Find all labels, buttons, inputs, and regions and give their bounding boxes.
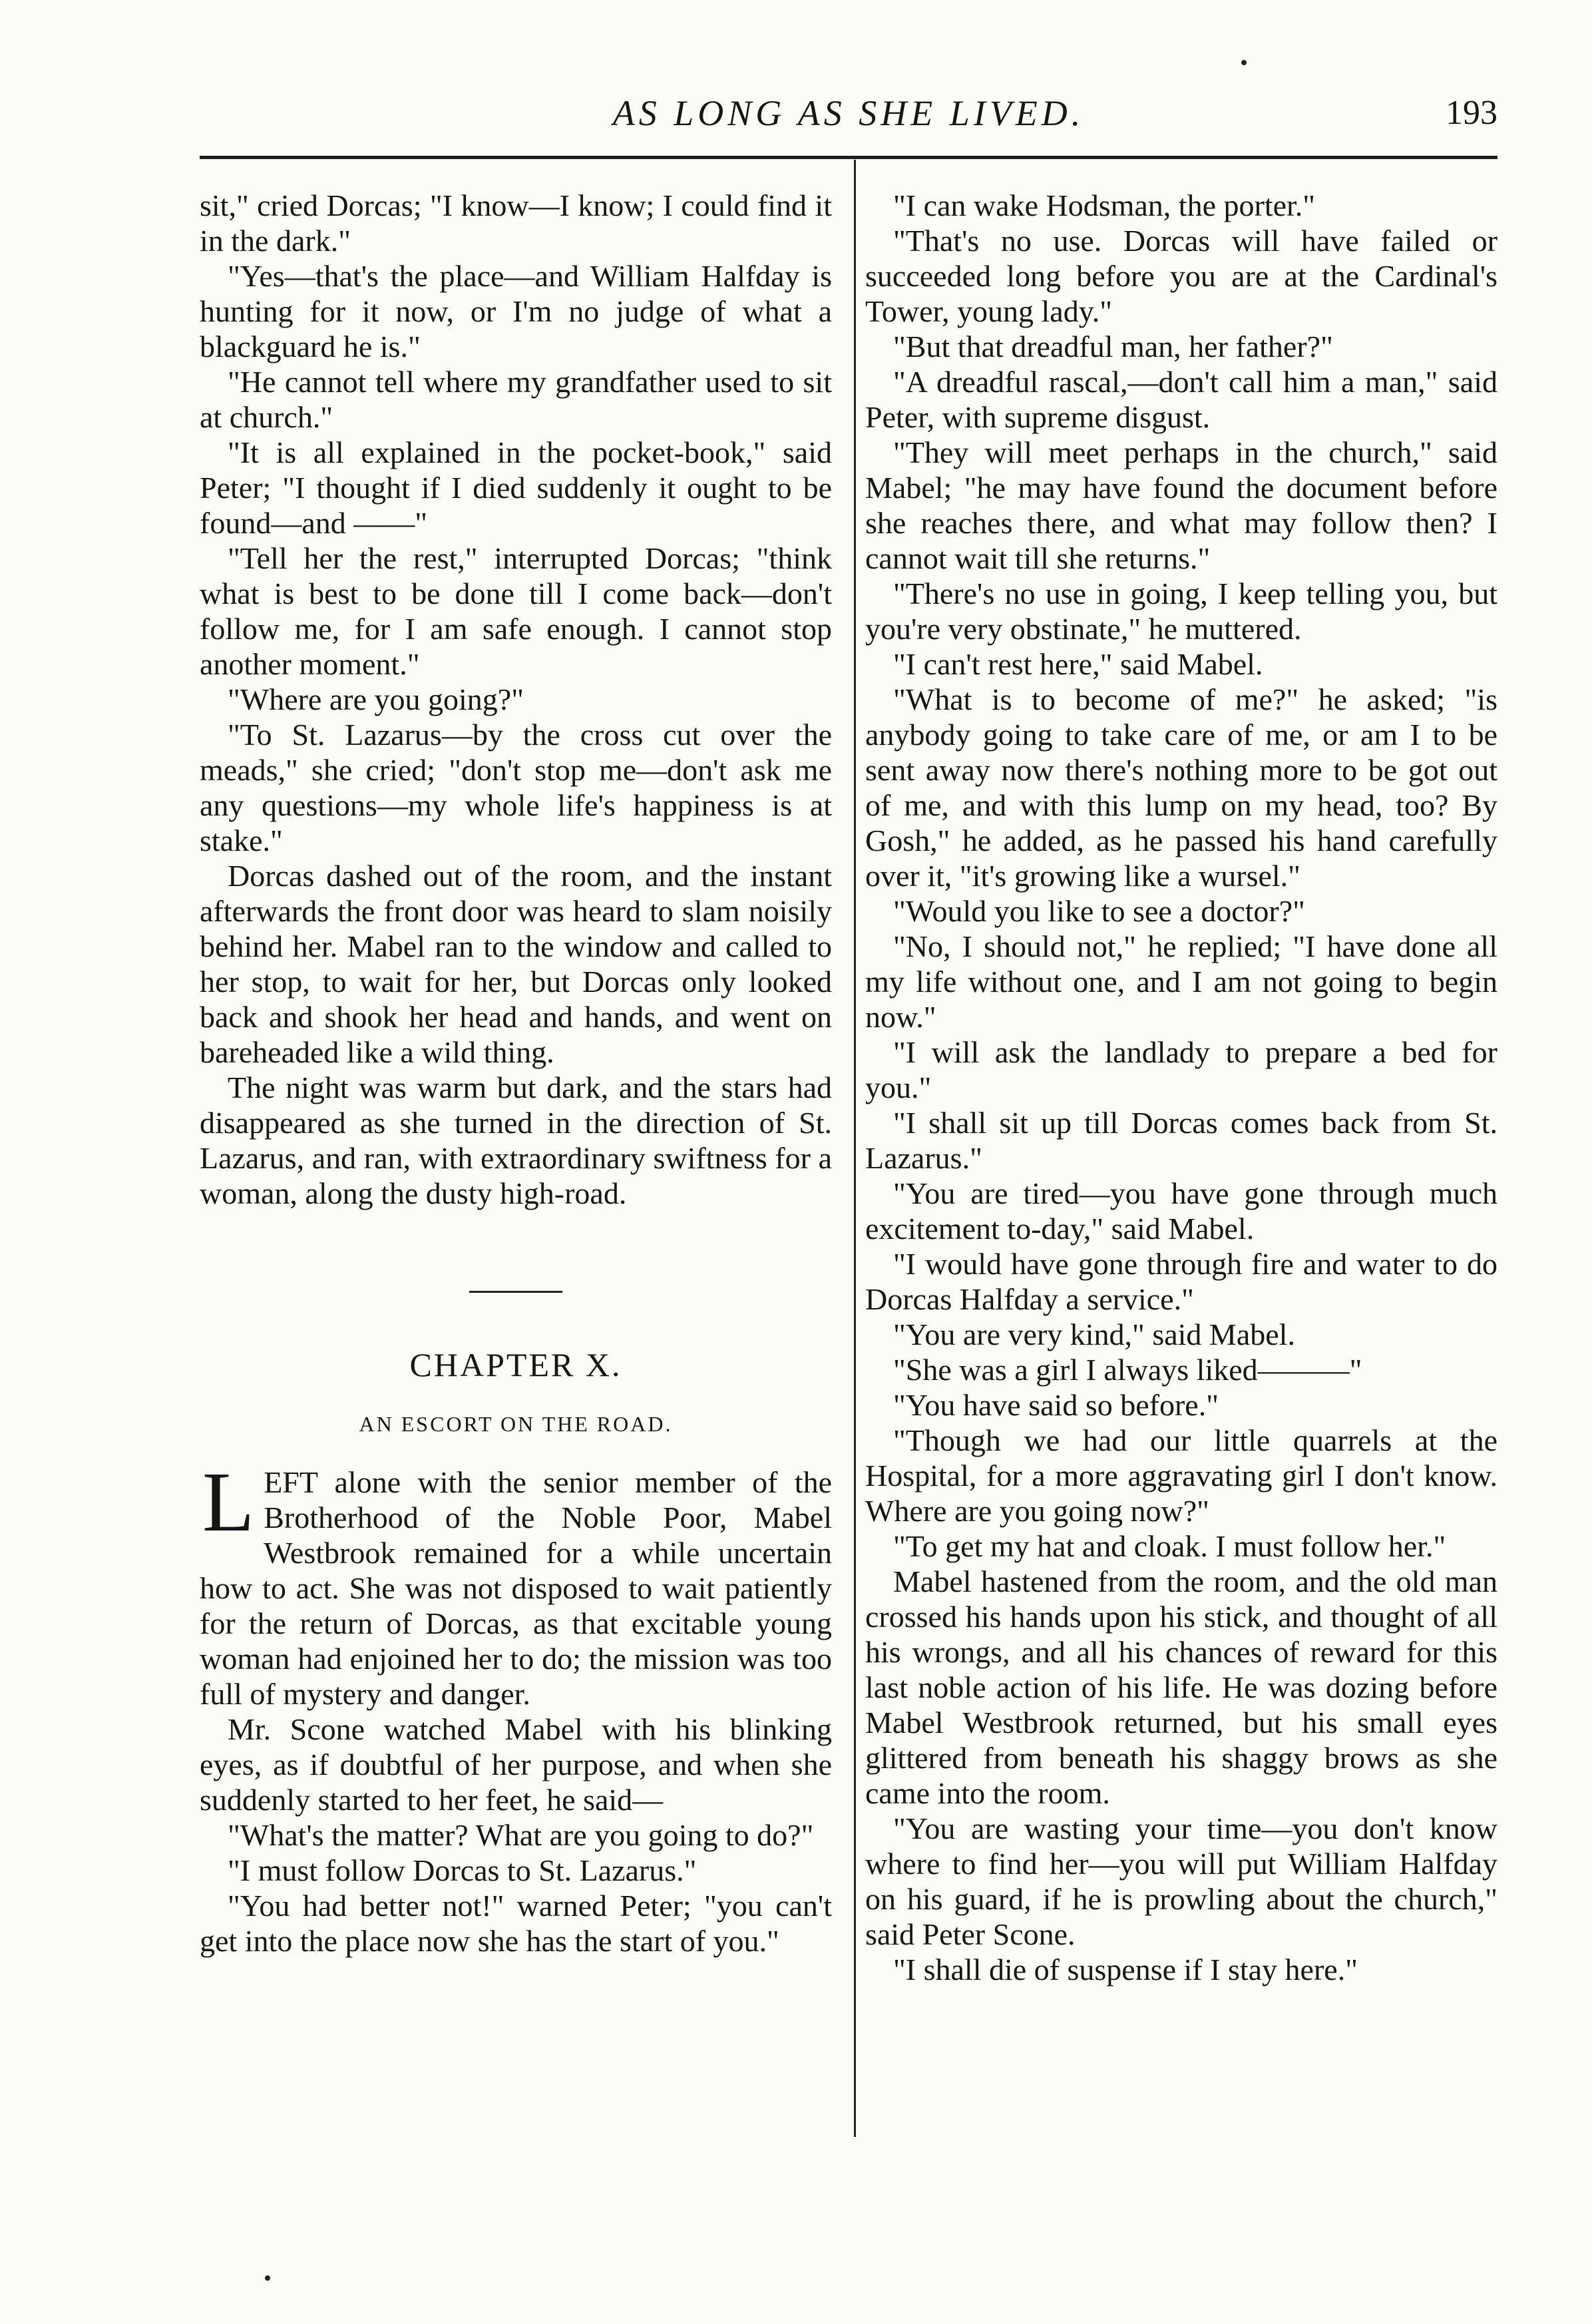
paragraph: "You have said so before." xyxy=(893,1388,1219,1422)
paragraph: "I must follow Dorcas to St. Lazarus." xyxy=(228,1853,697,1887)
paragraph: "There's no use in going, I keep telling you, but you're very obstinate," he muttered. xyxy=(865,577,1497,646)
paragraph: "But that dreadful man, her father?" xyxy=(893,330,1333,363)
paragraph: The night was warm but dark, and the stars had disappeared as she turned in the direction of St. Lazarus, and ran, with extraordinary swiftness for a woman, along the dusty high-road. xyxy=(200,1070,832,1210)
paragraph: Mabel hastened from the room, and the old man crossed his hands upon his stick, and thought of all his wrongs, and all his chances of reward for this last noble action of his life. He was dozing before Mabel Westbrook returned, but his small eyes glittered from beneath his shaggy brows as she came into the room. xyxy=(865,1564,1497,1810)
paragraph: "A dreadful rascal,—don't call him a man," said Peter, with supreme disgust. xyxy=(865,365,1497,434)
paragraph: "Where are you going?" xyxy=(228,682,524,716)
drop-cap: L xyxy=(202,1455,255,1549)
ink-speck xyxy=(1241,60,1247,65)
paragraph: "It is all explained in the pocket-book," said Peter; "I thought if I died suddenly it ought to be found—and ——" xyxy=(200,435,832,540)
paragraph: "What is to become of me?" he asked; "is anybody going to take care of me, or am I to be sent away now there's nothing more to be got out of me, and with this lump on my head, too? By Gosh," he added, as he passed his hand carefully over it, "it's growing like a wursel." xyxy=(865,682,1497,893)
paragraph: "Tell her the rest," interrupted Dorcas; "think what is best to be done till I come back—don't follow me, for I am safe enough. I cannot stop another moment." xyxy=(200,541,832,681)
paragraph: "What's the matter? What are you going to do?" xyxy=(228,1818,814,1852)
paragraph: "To St. Lazarus—by the cross cut over the meads," she cried; "don't stop me—don't ask me any questions—my whole life's happiness is at stake." xyxy=(200,718,832,857)
chapter-title: CHAPTER X. xyxy=(409,1346,622,1383)
paragraph: "I shall sit up till Dorcas comes back from St. Lazarus." xyxy=(865,1106,1497,1175)
paragraph: "That's no use. Dorcas will have failed or succeeded long before you are at the Cardinal's Tower, young lady." xyxy=(865,224,1497,328)
right-column xyxy=(865,188,1497,1987)
page-number: 193 xyxy=(1446,94,1497,132)
chapter-separator-rule xyxy=(469,1291,562,1293)
chapter-subtitle: AN ESCORT ON THE ROAD. xyxy=(359,1412,673,1436)
ink-speck xyxy=(265,2275,270,2281)
opening-paragraph xyxy=(200,1455,832,1712)
paragraph: "I can't rest here," said Mabel. xyxy=(893,647,1263,681)
paragraph: "She was a girl I always liked———" xyxy=(893,1353,1362,1387)
paragraph: sit," cried Dorcas; "I know—I know; I could find it in the dark." xyxy=(200,188,832,258)
paragraph: "They will meet perhaps in the church," said Mabel; "he may have found the document before she reaches there, and what may follow then? I cannot wait till she returns." xyxy=(865,435,1497,575)
paragraph: "You are very kind," said Mabel. xyxy=(893,1317,1295,1351)
header-rule xyxy=(200,156,1497,159)
paragraph: "Yes—that's the place—and William Halfday is hunting for it now, or I'm no judge of what a blackguard he is." xyxy=(200,259,832,363)
paragraph: "I would have gone through fire and water to do Dorcas Halfday a service." xyxy=(865,1247,1497,1316)
opening-paragraph-text: EFT alone with the senior member of the Brotherhood of the Noble Poor, Mabel Westbrook remained for a while uncertain how to act. She was not disposed to wait patiently for the return of Dorcas, as that excitable young woman had enjoined her to do; the mission was too full of mystery and danger. xyxy=(200,1465,832,1711)
running-title: AS LONG AS SHE LIVED. xyxy=(612,93,1085,133)
running-header xyxy=(200,87,1497,140)
left-column xyxy=(200,188,832,1959)
column-divider xyxy=(854,160,856,2137)
paragraph: Mr. Scone watched Mabel with his blinking eyes, as if doubtful of her purpose, and when she suddenly started to her feet, he said— xyxy=(200,1712,832,1817)
paragraph: "I can wake Hodsman, the porter." xyxy=(893,188,1316,222)
paragraph: "To get my hat and cloak. I must follow her." xyxy=(893,1529,1446,1563)
paragraph: "No, I should not," he replied; "I have done all my life without one, and I am not going to begin now." xyxy=(865,929,1497,1034)
paragraph: "You are tired—you have gone through much excitement to-day," said Mabel. xyxy=(865,1176,1497,1246)
paragraph: "You had better not!" warned Peter; "you can't get into the place now she has the start of you." xyxy=(200,1889,832,1958)
paragraph: "I shall die of suspense if I stay here." xyxy=(893,1953,1358,1986)
paragraph: "He cannot tell where my grandfather used to sit at church." xyxy=(200,365,832,434)
paragraph: "Would you like to see a doctor?" xyxy=(893,894,1305,928)
chapter-heading xyxy=(200,1291,832,1441)
paragraph: "I will ask the landlady to prepare a bed for you." xyxy=(865,1035,1497,1104)
paragraph: Dorcas dashed out of the room, and the instant afterwards the front door was heard to slam noisily behind her. Mabel ran to the window and called to her stop, to wait for her, but Dorcas only looked back and shook her head and hands, and went on bareheaded like a wild thing. xyxy=(200,859,832,1069)
paragraph: "You are wasting your time—you don't know where to find her—you will put William Halfday on his guard, if he is prowling about the church," said Peter Scone. xyxy=(865,1811,1497,1951)
paragraph: "Though we had our little quarrels at the Hospital, for a more aggravating girl I don't know. Where are you going now?" xyxy=(865,1423,1497,1528)
